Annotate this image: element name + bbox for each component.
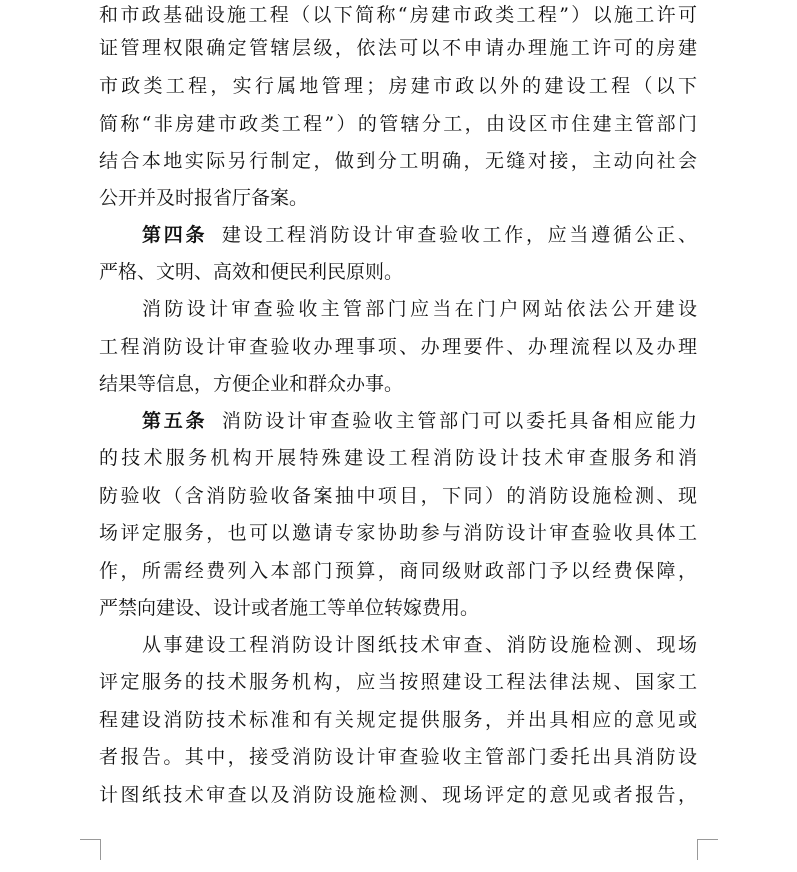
article-5-text: 消防设计审查验收主管部门可以委托具备相应能力	[219, 410, 697, 432]
paragraph-line: 评定服务的技术服务机构，应当按照建设工程法律法规、国家工	[99, 671, 697, 693]
article-4-line	[142, 220, 697, 250]
article-5-line	[142, 406, 697, 436]
paragraph-line: 场评定服务，也可以邀请专家协助参与消防设计审查验收具体工	[99, 522, 697, 544]
page-margin-corner-bottom-right	[697, 839, 718, 860]
paragraph-line: 消防设计审查验收主管部门应当在门户网站依法公开建设	[142, 298, 697, 320]
paragraph-line: 作，所需经费列入本部门预算，商同级财政部门予以经费保障，	[99, 560, 697, 582]
paragraph-line: 从事建设工程消防设计图纸技术审查、消防设施检测、现场	[142, 634, 697, 656]
paragraph-line: 严禁向建设、设计或者施工等单位转嫁费用。	[99, 597, 480, 619]
paragraph-line: 的技术服务机构开展特殊建设工程消防设计技术审查服务和消	[99, 447, 697, 469]
paragraph-line: 工程消防设计审查验收办理事项、办理要件、办理流程以及办理	[99, 336, 697, 358]
paragraph-line: 市政类工程，实行属地管理；房建市政以外的建设工程（以下	[99, 75, 697, 97]
paragraph-line: 计图纸技术审查以及消防设施检测、现场评定的意见或者报告，	[99, 784, 697, 806]
paragraph-line: 和市政基础设施工程（以下简称“房建市政类工程”）以施工许可	[99, 4, 697, 26]
article-5-heading: 第五条	[142, 410, 208, 432]
paragraph-line: 结合本地实际另行制定，做到分工明确，无缝对接，主动向社会	[99, 150, 697, 172]
paragraph-line: 防验收（含消防验收备案抽中项目，下同）的消防设施检测、现	[99, 485, 697, 507]
paragraph-line: 严格、文明、高效和便民利民原则。	[99, 261, 404, 283]
paragraph-line: 者报告。其中，接受消防设计审查验收主管部门委托出具消防设	[99, 746, 697, 768]
paragraph-line: 结果等信息，方便企业和群众办事。	[99, 373, 404, 395]
paragraph-line: 证管理权限确定管辖层级，依法可以不申请办理施工许可的房建	[99, 37, 697, 59]
page-margin-corner-bottom-left	[80, 839, 101, 860]
paragraph-line: 简称“非房建市政类工程”）的管辖分工，由设区市住建主管部门	[99, 113, 697, 135]
article-4-text: 建设工程消防设计审查验收工作，应当遵循公正、	[219, 224, 697, 246]
article-4-heading: 第四条	[142, 224, 208, 246]
paragraph-line: 程建设消防技术标准和有关规定提供服务，并出具相应的意见或	[99, 709, 697, 731]
paragraph-line: 公开并及时报省厅备案。	[99, 187, 309, 209]
